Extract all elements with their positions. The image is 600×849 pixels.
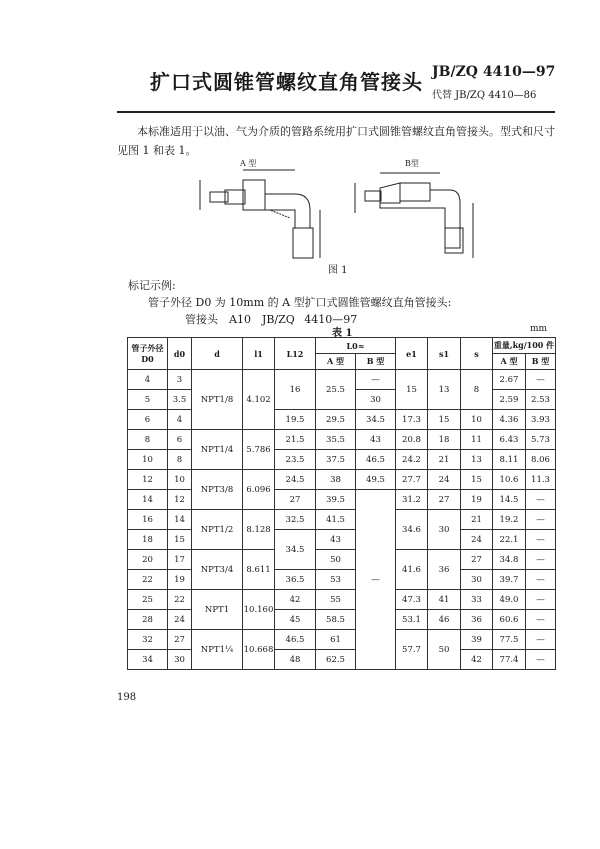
- cell-d: NPT1/4: [192, 430, 243, 470]
- cell-d0: 27: [168, 630, 192, 650]
- cell-d: NPT1: [192, 590, 243, 630]
- cell-d0: 10: [168, 470, 192, 490]
- intro-paragraph: 本标准适用于以油、气为介质的管路系统用扩口式圆锥管螺纹直角管接头。型式和尺寸见图 1 和表 1。: [117, 125, 555, 157]
- header-s: s: [461, 338, 493, 370]
- cell-L12: 27: [275, 490, 316, 510]
- cell-wA: 10.6: [493, 470, 526, 490]
- header-L0-type-b: B 型: [356, 354, 396, 370]
- cell-s: 11: [461, 430, 493, 450]
- cell-s: 30: [461, 570, 493, 590]
- cell-wA: 8.11: [493, 450, 526, 470]
- cell-LB: 34.5: [356, 410, 396, 430]
- standard-number: JB/ZQ 4410—97: [432, 64, 556, 80]
- cell-d: NPT3/4: [192, 550, 243, 590]
- cell-l1: 5.786: [243, 430, 275, 470]
- cell-wB: —: [526, 550, 556, 570]
- cell-wA: 4.36: [493, 410, 526, 430]
- cell-D0: 20: [128, 550, 168, 570]
- table-row: [128, 550, 556, 570]
- cell-s1: 18: [428, 430, 461, 450]
- cell-L12: 32.5: [275, 510, 316, 530]
- cell-wB: —: [526, 610, 556, 630]
- cell-D0: 22: [128, 570, 168, 590]
- cell-d: NPT3/8: [192, 470, 243, 510]
- cell-LA: 35.5: [316, 430, 356, 450]
- cell-e1: 17.3: [396, 410, 428, 430]
- cell-LA: 53: [316, 570, 356, 590]
- document-title: 扩口式圆锥管螺纹直角管接头: [150, 70, 423, 94]
- cell-l1: 10.668: [243, 630, 275, 670]
- cell-LB: 43: [356, 430, 396, 450]
- cell-wA: 77.4: [493, 650, 526, 670]
- figure-1-drawing: [195, 158, 495, 263]
- cell-s: 21: [461, 510, 493, 530]
- cell-s1: 30: [428, 510, 461, 550]
- cell-s: 27: [461, 550, 493, 570]
- cell-s: 13: [461, 450, 493, 470]
- example-description: 管子外径 D0 为 10mm 的 A 型扩口式圆锥管螺纹直角管接头:: [148, 296, 452, 309]
- cell-wA: 34.8: [493, 550, 526, 570]
- cell-d0: 14: [168, 510, 192, 530]
- cell-wB: —: [526, 510, 556, 530]
- cell-wB: 3.93: [526, 410, 556, 430]
- cell-L12: 16: [275, 370, 316, 410]
- cell-LA: 37.5: [316, 450, 356, 470]
- cell-s1: 46: [428, 610, 461, 630]
- cell-LA: 39.5: [316, 490, 356, 510]
- cell-d0: 12: [168, 490, 192, 510]
- cell-L12: 34.5: [275, 530, 316, 570]
- cell-wB: —: [526, 570, 556, 590]
- cell-e1: 41.6: [396, 550, 428, 590]
- cell-wA: 77.5: [493, 630, 526, 650]
- cell-D0: 18: [128, 530, 168, 550]
- cell-s: 39: [461, 630, 493, 650]
- table-body: [128, 370, 556, 670]
- cell-LA: 38: [316, 470, 356, 490]
- cell-e1: 34.6: [396, 510, 428, 550]
- cell-wB: 8.06: [526, 450, 556, 470]
- cell-LA: 41.5: [316, 510, 356, 530]
- cell-e1: 20.8: [396, 430, 428, 450]
- cell-D0: 16: [128, 510, 168, 530]
- header-L0-type-a: A 型: [316, 354, 356, 370]
- cell-l1: 4.102: [243, 370, 275, 430]
- cell-e1: 27.7: [396, 470, 428, 490]
- cell-d0: 6: [168, 430, 192, 450]
- header-weight: 重量,kg/100 件: [493, 338, 556, 354]
- cell-wB: 5.73: [526, 430, 556, 450]
- cell-e1: 53.1: [396, 610, 428, 630]
- header-weight-type-b: B 型: [526, 354, 556, 370]
- cell-wA: 49.0: [493, 590, 526, 610]
- cell-d0: 15: [168, 530, 192, 550]
- cell-wB: 11.3: [526, 470, 556, 490]
- cell-s1: 24: [428, 470, 461, 490]
- replaces-standard: 代替 JB/ZQ 4410—86: [432, 90, 537, 101]
- cell-s1: 50: [428, 630, 461, 670]
- cell-L12: 46.5: [275, 630, 316, 650]
- cell-D0: 14: [128, 490, 168, 510]
- cell-d: NPT1¼: [192, 630, 243, 670]
- type-b-drawing: [355, 158, 473, 258]
- cell-s: 42: [461, 650, 493, 670]
- cell-s1: 13: [428, 370, 461, 410]
- cell-wA: 6.43: [493, 430, 526, 450]
- cell-wB: —: [526, 490, 556, 510]
- cell-D0: 10: [128, 450, 168, 470]
- cell-L12: 24.5: [275, 470, 316, 490]
- cell-s1: 36: [428, 550, 461, 590]
- cell-L12: 21.5: [275, 430, 316, 450]
- cell-s: 10: [461, 410, 493, 430]
- cell-wB: —: [526, 370, 556, 390]
- cell-L12: 19.5: [275, 410, 316, 430]
- table-row: [128, 630, 556, 650]
- cell-wB: —: [526, 650, 556, 670]
- cell-d: NPT1/2: [192, 510, 243, 550]
- type-b-label: B型: [405, 159, 419, 168]
- cell-s: 36: [461, 610, 493, 630]
- example-designation: 管接头 A10 JB/ZQ 4410—97: [185, 313, 358, 326]
- cell-s: 24: [461, 530, 493, 550]
- cell-LA: 62.5: [316, 650, 356, 670]
- cell-L12: 48: [275, 650, 316, 670]
- cell-s1: 41: [428, 590, 461, 610]
- header-L12: L12: [275, 338, 316, 370]
- cell-l1: 10.160: [243, 590, 275, 630]
- cell-s: 15: [461, 470, 493, 490]
- cell-e1: 57.7: [396, 630, 428, 670]
- header-s1: s1: [428, 338, 461, 370]
- cell-s1: 15: [428, 410, 461, 430]
- cell-l1: 8.611: [243, 550, 275, 590]
- header-e1: e1: [396, 338, 428, 370]
- cell-D0: 6: [128, 410, 168, 430]
- header-l1: l1: [243, 338, 275, 370]
- cell-d0: 30: [168, 650, 192, 670]
- dimensions-table: [127, 337, 556, 670]
- table-row: [128, 590, 556, 610]
- cell-e1: 24.2: [396, 450, 428, 470]
- cell-d0: 4: [168, 410, 192, 430]
- cell-D0: 12: [128, 470, 168, 490]
- type-a-label: A 型: [240, 159, 257, 168]
- cell-s: 19: [461, 490, 493, 510]
- header-rule: [117, 111, 555, 113]
- cell-D0: 32: [128, 630, 168, 650]
- cell-D0: 4: [128, 370, 168, 390]
- table-caption: 表 1: [332, 328, 353, 339]
- header-d0: d0: [168, 338, 192, 370]
- cell-wA: 39.7: [493, 570, 526, 590]
- header-d: d: [192, 338, 243, 370]
- cell-wA: 2.59: [493, 390, 526, 410]
- cell-s: 33: [461, 590, 493, 610]
- cell-LB: 30: [356, 390, 396, 410]
- cell-wB: 2.53: [526, 390, 556, 410]
- cell-d0: 24: [168, 610, 192, 630]
- header-L0: L0≈: [316, 338, 396, 354]
- table-row: [128, 370, 556, 390]
- type-a-drawing: [200, 158, 320, 258]
- table-row: [128, 430, 556, 450]
- cell-e1: 15: [396, 370, 428, 410]
- table-row: [128, 470, 556, 490]
- cell-D0: 34: [128, 650, 168, 670]
- cell-d0: 8: [168, 450, 192, 470]
- table-row: [128, 510, 556, 530]
- cell-d0: 19: [168, 570, 192, 590]
- page-number: 198: [117, 692, 137, 703]
- cell-s: 8: [461, 370, 493, 410]
- cell-LA: 61: [316, 630, 356, 650]
- cell-d0: 22: [168, 590, 192, 610]
- cell-wB: —: [526, 530, 556, 550]
- cell-LB: 49.5: [356, 470, 396, 490]
- cell-wB: —: [526, 630, 556, 650]
- cell-d: NPT1/8: [192, 370, 243, 430]
- table-unit: mm: [530, 324, 548, 334]
- example-label: 标记示例:: [128, 279, 176, 292]
- cell-LA: 55: [316, 590, 356, 610]
- cell-LB: —: [356, 370, 396, 390]
- cell-LB: 46.5: [356, 450, 396, 470]
- cell-wA: 2.67: [493, 370, 526, 390]
- cell-LA: 58.5: [316, 610, 356, 630]
- cell-wA: 14.5: [493, 490, 526, 510]
- cell-d0: 3.5: [168, 390, 192, 410]
- cell-LA: 50: [316, 550, 356, 570]
- cell-L12: 42: [275, 590, 316, 610]
- cell-wA: 60.6: [493, 610, 526, 630]
- cell-wB: —: [526, 590, 556, 610]
- cell-D0: 8: [128, 430, 168, 450]
- cell-D0: 25: [128, 590, 168, 610]
- cell-e1: 31.2: [396, 490, 428, 510]
- cell-d0: 3: [168, 370, 192, 390]
- cell-L12: 23.5: [275, 450, 316, 470]
- cell-LB: —: [356, 490, 396, 670]
- cell-s1: 27: [428, 490, 461, 510]
- cell-LA: 29.5: [316, 410, 356, 430]
- cell-l1: 6.096: [243, 470, 275, 510]
- cell-LA: 43: [316, 530, 356, 550]
- figure-caption: 图 1: [328, 265, 348, 276]
- cell-d0: 17: [168, 550, 192, 570]
- cell-L12: 45: [275, 610, 316, 630]
- header-weight-type-a: A 型: [493, 354, 526, 370]
- cell-D0: 28: [128, 610, 168, 630]
- cell-l1: 8.128: [243, 510, 275, 550]
- cell-L12: 36.5: [275, 570, 316, 590]
- cell-LA: 25.5: [316, 370, 356, 410]
- cell-s1: 21: [428, 450, 461, 470]
- header-D0: 管子外径 D0: [128, 338, 168, 370]
- cell-D0: 5: [128, 390, 168, 410]
- cell-e1: 47.3: [396, 590, 428, 610]
- cell-wA: 19.2: [493, 510, 526, 530]
- cell-wA: 22.1: [493, 530, 526, 550]
